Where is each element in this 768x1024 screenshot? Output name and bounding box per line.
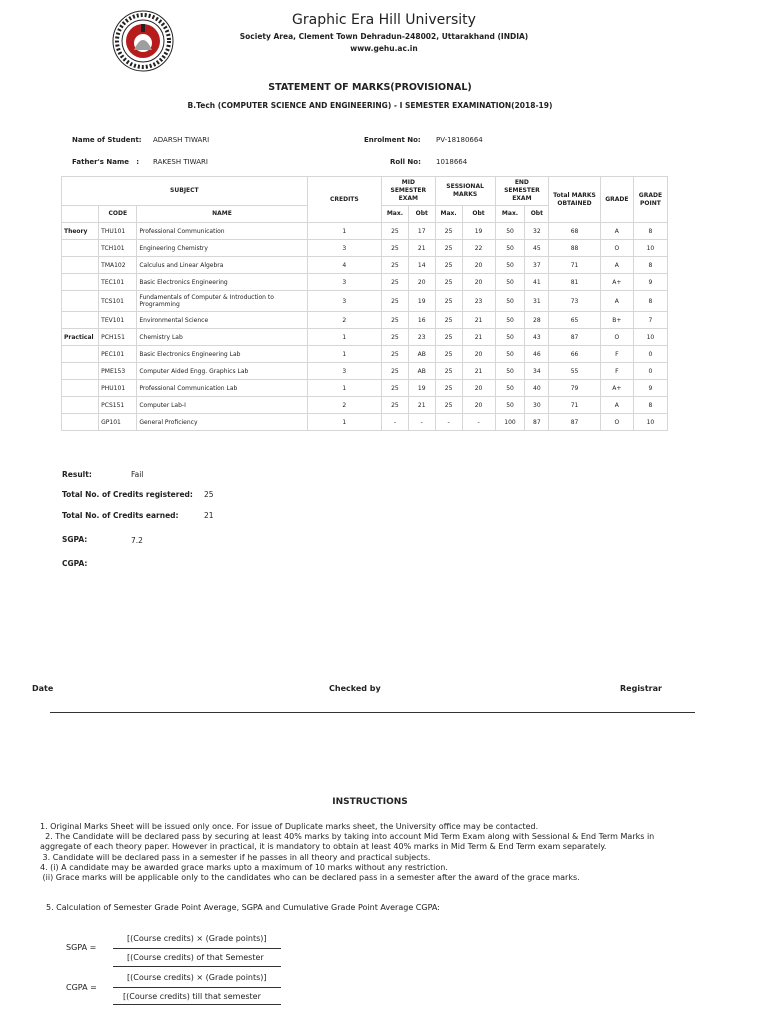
grade-cell: F (600, 346, 633, 363)
ses-max-cell: 25 (435, 274, 462, 291)
mid-max-cell: 25 (382, 312, 409, 329)
end-max-cell: 50 (495, 329, 525, 346)
university-website: www.gehu.ac.in (350, 44, 418, 53)
ses-max-cell: - (435, 414, 462, 431)
end-max-cell: 100 (495, 414, 525, 431)
header-mid-max: Max. (382, 206, 409, 223)
ses-max-cell: 25 (435, 223, 462, 240)
row-type (62, 257, 99, 274)
mid-obt-cell: 20 (408, 274, 435, 291)
end-obt-cell: 34 (525, 363, 549, 380)
date-label: Date (32, 684, 54, 693)
mid-obt-cell: 19 (408, 380, 435, 397)
university-name: Graphic Era Hill University (292, 12, 476, 28)
grade-point-cell: 8 (633, 223, 667, 240)
grade-cell: A (600, 257, 633, 274)
end-obt-cell: 31 (525, 291, 549, 312)
header-credits: CREDITS (307, 177, 381, 223)
ses-obt-cell: 20 (462, 257, 495, 274)
end-obt-cell: 41 (525, 274, 549, 291)
row-type (62, 346, 99, 363)
subject-code: TEC101 (99, 274, 137, 291)
ses-obt-cell: 20 (462, 380, 495, 397)
ses-obt-cell: 19 (462, 223, 495, 240)
end-obt-cell: 46 (525, 346, 549, 363)
grade-point-cell: 9 (633, 274, 667, 291)
end-obt-cell: 30 (525, 397, 549, 414)
mid-max-cell: - (382, 414, 409, 431)
subject-name: Computer Aided Engg. Graphics Lab (137, 363, 307, 380)
end-obt-cell: 28 (525, 312, 549, 329)
roll-number: 1018664 (436, 158, 468, 166)
grade-point-cell: 7 (633, 312, 667, 329)
row-type: Practical (62, 329, 99, 346)
end-max-cell: 50 (495, 274, 525, 291)
ses-obt-cell: 20 (462, 274, 495, 291)
sgpa-fraction-line (113, 948, 281, 949)
header-end-max: Max. (495, 206, 525, 223)
total-cell: 71 (549, 257, 601, 274)
student-name-label: Name of Student: (72, 136, 142, 144)
subject-code: PHU101 (99, 380, 137, 397)
instruction-line: 4. (i) A candidate may be awarded grace marks upto a maximum of 10 marks without any restriction. (40, 862, 448, 872)
mid-obt-cell: 14 (408, 257, 435, 274)
total-cell: 65 (549, 312, 601, 329)
credits-registered-label: Total No. of Credits registered: (62, 490, 193, 499)
mid-obt-cell: 21 (408, 240, 435, 257)
father-name: RAKESH TIWARI (153, 158, 208, 166)
header-ses-max: Max. (435, 206, 462, 223)
header-subject: SUBJECT (62, 177, 308, 206)
result-label: Result: (62, 470, 92, 479)
ses-max-cell: 25 (435, 363, 462, 380)
subject-code: PME153 (99, 363, 137, 380)
ses-max-cell: 25 (435, 397, 462, 414)
credits-cell: 1 (307, 380, 381, 397)
subject-name: Basic Electronics Engineering (137, 274, 307, 291)
grade-cell: O (600, 329, 633, 346)
row-type (62, 274, 99, 291)
mid-max-cell: 25 (382, 223, 409, 240)
table-row (62, 397, 668, 414)
row-type (62, 291, 99, 312)
credits-earned-value: 21 (204, 511, 214, 520)
end-max-cell: 50 (495, 291, 525, 312)
subject-code: TEV101 (99, 312, 137, 329)
total-cell: 66 (549, 346, 601, 363)
credits-cell: 3 (307, 363, 381, 380)
instruction-line: 1. Original Marks Sheet will be issued only once. For issue of Duplicate marks sheet, the University office may be contacted. (40, 822, 539, 831)
subject-code: PCS151 (99, 397, 137, 414)
header-grade-point: GRADE POINT (633, 177, 667, 223)
ses-obt-cell: 20 (462, 397, 495, 414)
mid-max-cell: 25 (382, 240, 409, 257)
table-row (62, 291, 668, 312)
grade-cell: A (600, 291, 633, 312)
grade-cell: A+ (600, 274, 633, 291)
enrolment-label: Enrolment No: (364, 136, 421, 144)
end-max-cell: 50 (495, 363, 525, 380)
header-grade: GRADE (600, 177, 633, 223)
student-name: ADARSH TIWARI (153, 136, 210, 144)
checked-by-label: Checked by (329, 684, 381, 693)
table-row (62, 380, 668, 397)
row-type (62, 397, 99, 414)
end-max-cell: 50 (495, 312, 525, 329)
table-row (62, 240, 668, 257)
total-cell: 79 (549, 380, 601, 397)
sgpa-underline (113, 966, 281, 967)
credits-cell: 1 (307, 223, 381, 240)
grade-point-cell: 10 (633, 414, 667, 431)
ses-obt-cell: 21 (462, 312, 495, 329)
sgpa-formula-label: SGPA = (66, 943, 97, 952)
roll-label: Roll No: (390, 158, 421, 166)
subject-name: Chemistry Lab (137, 329, 307, 346)
end-obt-cell: 37 (525, 257, 549, 274)
mid-max-cell: 25 (382, 329, 409, 346)
end-obt-cell: 45 (525, 240, 549, 257)
sgpa-numerator: [(Course credits) × (Grade points)] (127, 934, 267, 943)
sgpa-value: 7.2 (131, 536, 143, 545)
mid-max-cell: 25 (382, 346, 409, 363)
header-end: END SEMESTER EXAM (495, 177, 549, 206)
marks-table (61, 176, 668, 431)
instruction-line: 3. Candidate will be declared pass in a semester if he passes in all theory and practical subjects. (40, 852, 431, 862)
credits-earned-label: Total No. of Credits earned: (62, 511, 179, 520)
end-obt-cell: 40 (525, 380, 549, 397)
mid-obt-cell: - (408, 414, 435, 431)
mid-obt-cell: AB (408, 346, 435, 363)
grade-point-cell: 8 (633, 291, 667, 312)
table-row (62, 363, 668, 380)
ses-obt-cell: 21 (462, 363, 495, 380)
ses-max-cell: 25 (435, 312, 462, 329)
instructions-list (40, 822, 730, 883)
total-cell: 55 (549, 363, 601, 380)
father-name-label: Father's Name : (72, 158, 140, 166)
sgpa-label: SGPA: (62, 535, 88, 544)
mid-obt-cell: 19 (408, 291, 435, 312)
university-address: Society Area, Clement Town Dehradun-248002, Uttarakhand (INDIA) (239, 32, 529, 41)
grade-cell: O (600, 414, 633, 431)
end-obt-cell: 43 (525, 329, 549, 346)
ses-obt-cell: 21 (462, 329, 495, 346)
row-type: Theory (62, 223, 99, 240)
cgpa-denominator: [(Course credits) till that semester (123, 992, 261, 1001)
mid-obt-cell: 16 (408, 312, 435, 329)
subject-code: THU101 (99, 223, 137, 240)
mid-obt-cell: 23 (408, 329, 435, 346)
grade-point-cell: 10 (633, 329, 667, 346)
cgpa-fraction-line (113, 987, 281, 988)
grade-cell: A (600, 223, 633, 240)
table-row (62, 329, 668, 346)
end-max-cell: 50 (495, 257, 525, 274)
grade-cell: F (600, 363, 633, 380)
subject-code: TCH101 (99, 240, 137, 257)
total-cell: 68 (549, 223, 601, 240)
grade-point-cell: 9 (633, 380, 667, 397)
end-max-cell: 50 (495, 223, 525, 240)
enrolment-number: PV-18180664 (436, 136, 483, 144)
header-end-obt: Obt (525, 206, 549, 223)
subject-code: TMA102 (99, 257, 137, 274)
cgpa-numerator: [(Course credits) × (Grade points)] (127, 973, 267, 982)
subject-code: TCS101 (99, 291, 137, 312)
grade-point-cell: 0 (633, 363, 667, 380)
table-row (62, 346, 668, 363)
credits-cell: 3 (307, 240, 381, 257)
cgpa-label: CGPA: (62, 559, 88, 568)
table-row (62, 274, 668, 291)
credits-cell: 3 (307, 274, 381, 291)
ses-obt-cell: 20 (462, 346, 495, 363)
ses-max-cell: 25 (435, 346, 462, 363)
ses-max-cell: 25 (435, 329, 462, 346)
mid-max-cell: 25 (382, 380, 409, 397)
row-type (62, 363, 99, 380)
end-max-cell: 50 (495, 397, 525, 414)
subject-name: Basic Electronics Engineering Lab (137, 346, 307, 363)
divider-line (50, 712, 695, 713)
header-code: CODE (99, 206, 137, 223)
end-max-cell: 50 (495, 380, 525, 397)
end-max-cell: 50 (495, 346, 525, 363)
grade-point-cell: 8 (633, 397, 667, 414)
mid-max-cell: 25 (382, 363, 409, 380)
subject-code: GP101 (99, 414, 137, 431)
result-value: Fail (131, 470, 144, 479)
registrar-label: Registrar (620, 684, 662, 693)
total-cell: 87 (549, 329, 601, 346)
credits-cell: 4 (307, 257, 381, 274)
ses-obt-cell: 22 (462, 240, 495, 257)
total-cell: 88 (549, 240, 601, 257)
table-row (62, 312, 668, 329)
ses-max-cell: 25 (435, 240, 462, 257)
header-total: Total MARKS OBTAINED (549, 177, 601, 223)
ses-max-cell: 25 (435, 291, 462, 312)
ses-max-cell: 25 (435, 380, 462, 397)
end-obt-cell: 87 (525, 414, 549, 431)
subject-name: Environmental Science (137, 312, 307, 329)
subject-name: Computer Lab-I (137, 397, 307, 414)
mid-obt-cell: 17 (408, 223, 435, 240)
table-row (62, 414, 668, 431)
row-type (62, 312, 99, 329)
total-cell: 87 (549, 414, 601, 431)
header-name: NAME (137, 206, 307, 223)
row-type (62, 380, 99, 397)
grade-cell: O (600, 240, 633, 257)
total-cell: 73 (549, 291, 601, 312)
subject-name: Calculus and Linear Algebra (137, 257, 307, 274)
end-max-cell: 50 (495, 240, 525, 257)
table-row (62, 223, 668, 240)
subject-name: Fundamentals of Computer & Introduction to Programming (137, 291, 307, 312)
mid-obt-cell: 21 (408, 397, 435, 414)
credits-cell: 1 (307, 329, 381, 346)
row-type (62, 240, 99, 257)
subject-name: Engineering Chemistry (137, 240, 307, 257)
subject-name: Professional Communication (137, 223, 307, 240)
credits-cell: 2 (307, 397, 381, 414)
instruction-line: (ii) Grace marks will be applicable only to the candidates who can be declared pass in a semester after the award of the grace marks. (40, 873, 580, 883)
header-mid-obt: Obt (408, 206, 435, 223)
sgpa-denominator: [(Course credits) of that Semester (127, 953, 264, 962)
ses-max-cell: 25 (435, 257, 462, 274)
subject-name: General Proficiency (137, 414, 307, 431)
instruction-line: aggregate of each theory paper. However in practical, it is mandatory to obtain at least 40% marks in Mid Term & End Term exam separately. (40, 842, 607, 852)
subject-code: PEC101 (99, 346, 137, 363)
credits-cell: 1 (307, 346, 381, 363)
header-ses-obt: Obt (462, 206, 495, 223)
cgpa-underline (113, 1004, 281, 1005)
grade-point-cell: 8 (633, 257, 667, 274)
calculation-heading: 5. Calculation of Semester Grade Point Average, SGPA and Cumulative Grade Point Average CGPA: (46, 903, 440, 912)
credits-cell: 2 (307, 312, 381, 329)
grade-cell: A+ (600, 380, 633, 397)
table-row (62, 257, 668, 274)
total-cell: 81 (549, 274, 601, 291)
header-blank (62, 206, 99, 223)
mid-max-cell: 25 (382, 257, 409, 274)
header-sessional: SESSIONAL MARKS (435, 177, 495, 206)
total-cell: 71 (549, 397, 601, 414)
mid-max-cell: 25 (382, 274, 409, 291)
row-type (62, 414, 99, 431)
grade-point-cell: 10 (633, 240, 667, 257)
cgpa-formula-label: CGPA = (66, 983, 97, 992)
mid-max-cell: 25 (382, 397, 409, 414)
statement-title: STATEMENT OF MARKS(PROVISIONAL) (268, 82, 472, 93)
end-obt-cell: 32 (525, 223, 549, 240)
grade-cell: A (600, 397, 633, 414)
instruction-line: 2. The Candidate will be declared pass by securing at least 40% marks by taking into account Mid Term Exam along with Sessional & End Term Marks in (40, 832, 655, 842)
ses-obt-cell: 23 (462, 291, 495, 312)
credits-cell: 1 (307, 414, 381, 431)
mid-obt-cell: AB (408, 363, 435, 380)
subject-code: PCH151 (99, 329, 137, 346)
course-title: B.Tech (COMPUTER SCIENCE AND ENGINEERING) - I SEMESTER EXAMINATION(2018-19) (187, 101, 553, 110)
subject-name: Professional Communication Lab (137, 380, 307, 397)
grade-point-cell: 0 (633, 346, 667, 363)
ses-obt-cell: - (462, 414, 495, 431)
header-mid: MID SEMESTER EXAM (382, 177, 436, 206)
mid-max-cell: 25 (382, 291, 409, 312)
credits-cell: 3 (307, 291, 381, 312)
grade-cell: B+ (600, 312, 633, 329)
credits-registered-value: 25 (204, 490, 214, 499)
instructions-title: INSTRUCTIONS (332, 797, 408, 807)
